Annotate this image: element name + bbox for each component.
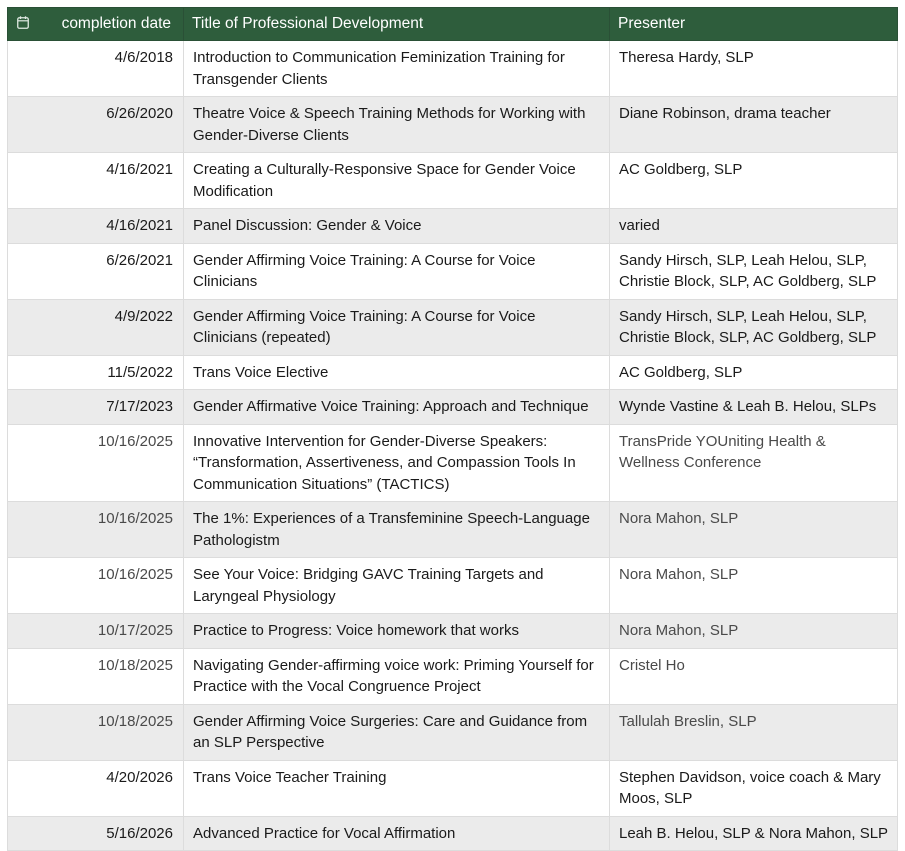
title-cell[interactable]: Innovative Intervention for Gender-Diverse Speakers: “Transformation, Assertiveness, and Compassion Tools In Communication Situations” (TACTICS): [184, 424, 610, 502]
presenter-cell[interactable]: Sandy Hirsch, SLP, Leah Helou, SLP, Christie Block, SLP, AC Goldberg, SLP: [610, 299, 898, 355]
title-cell[interactable]: Gender Affirming Voice Training: A Course for Voice Clinicians: [184, 243, 610, 299]
presenter-cell[interactable]: AC Goldberg, SLP: [610, 153, 898, 209]
title-cell[interactable]: The 1%: Experiences of a Transfeminine Speech-Language Pathologistm: [184, 502, 610, 558]
presenter-cell[interactable]: Diane Robinson, drama teacher: [610, 97, 898, 153]
presenter-cell[interactable]: varied: [610, 209, 898, 244]
title-cell[interactable]: Creating a Culturally-Responsive Space for Gender Voice Modification: [184, 153, 610, 209]
presenter-cell[interactable]: Leah B. Helou, SLP & Nora Mahon, SLP: [610, 816, 898, 851]
date-cell[interactable]: 4/16/2021: [8, 209, 184, 244]
presenter-cell[interactable]: AC Goldberg, SLP: [610, 355, 898, 390]
table-row: [8, 760, 898, 816]
date-cell[interactable]: 4/16/2021: [8, 153, 184, 209]
presenter-cell[interactable]: Tallulah Breslin, SLP: [610, 704, 898, 760]
table-row: [8, 97, 898, 153]
title-cell[interactable]: Advanced Practice for Vocal Affirmation: [184, 816, 610, 851]
table-row: [8, 704, 898, 760]
column-header-presenter[interactable]: [610, 8, 898, 41]
column-header-title[interactable]: [184, 8, 610, 41]
table-row: [8, 153, 898, 209]
date-cell[interactable]: 10/18/2025: [8, 648, 184, 704]
presenter-cell[interactable]: Nora Mahon, SLP: [610, 502, 898, 558]
date-cell[interactable]: 10/16/2025: [8, 558, 184, 614]
date-cell[interactable]: 4/9/2022: [8, 299, 184, 355]
table-row: [8, 355, 898, 390]
date-cell[interactable]: 6/26/2020: [8, 97, 184, 153]
table-row: [8, 41, 898, 97]
column-header-label: Title of Professional Development: [192, 15, 424, 32]
title-cell[interactable]: Theatre Voice & Speech Training Methods for Working with Gender-Diverse Clients: [184, 97, 610, 153]
date-cell[interactable]: 4/6/2018: [8, 41, 184, 97]
title-cell[interactable]: Panel Discussion: Gender & Voice: [184, 209, 610, 244]
date-cell[interactable]: 10/16/2025: [8, 424, 184, 502]
presenter-cell[interactable]: Nora Mahon, SLP: [610, 558, 898, 614]
presenter-cell[interactable]: Cristel Ho: [610, 648, 898, 704]
pd-table-container: [7, 7, 897, 851]
date-cell[interactable]: 10/17/2025: [8, 614, 184, 649]
presenter-cell[interactable]: Theresa Hardy, SLP: [610, 41, 898, 97]
table-row: [8, 502, 898, 558]
presenter-cell[interactable]: Nora Mahon, SLP: [610, 614, 898, 649]
date-cell[interactable]: 5/16/2026: [8, 816, 184, 851]
title-cell[interactable]: Navigating Gender-affirming voice work: Priming Yourself for Practice with the Vocal Congruence Project: [184, 648, 610, 704]
presenter-cell[interactable]: Wynde Vastine & Leah B. Helou, SLPs: [610, 390, 898, 425]
date-cell[interactable]: 6/26/2021: [8, 243, 184, 299]
title-cell[interactable]: Introduction to Communication Feminization Training for Transgender Clients: [184, 41, 610, 97]
table-row: [8, 424, 898, 502]
column-header-label: Presenter: [618, 15, 686, 32]
presenter-cell[interactable]: Stephen Davidson, voice coach & Mary Moos, SLP: [610, 760, 898, 816]
table-row: [8, 816, 898, 851]
table-row: [8, 243, 898, 299]
column-header-completion-date[interactable]: [8, 8, 184, 41]
date-cell[interactable]: 4/20/2026: [8, 760, 184, 816]
presenter-cell[interactable]: Sandy Hirsch, SLP, Leah Helou, SLP, Christie Block, SLP, AC Goldberg, SLP: [610, 243, 898, 299]
table-row: [8, 299, 898, 355]
title-cell[interactable]: Trans Voice Teacher Training: [184, 760, 610, 816]
title-cell[interactable]: See Your Voice: Bridging GAVC Training Targets and Laryngeal Physiology: [184, 558, 610, 614]
professional-development-table: [7, 7, 898, 851]
title-cell[interactable]: Trans Voice Elective: [184, 355, 610, 390]
date-cell[interactable]: 11/5/2022: [8, 355, 184, 390]
table-row: [8, 648, 898, 704]
table-row: [8, 614, 898, 649]
column-header-label: completion date: [61, 15, 171, 32]
title-cell[interactable]: Gender Affirming Voice Training: A Course for Voice Clinicians (repeated): [184, 299, 610, 355]
table-row: [8, 209, 898, 244]
date-cell[interactable]: 7/17/2023: [8, 390, 184, 425]
title-cell[interactable]: Gender Affirming Voice Surgeries: Care and Guidance from an SLP Perspective: [184, 704, 610, 760]
date-cell[interactable]: 10/16/2025: [8, 502, 184, 558]
date-cell[interactable]: 10/18/2025: [8, 704, 184, 760]
calendar-icon: [17, 16, 29, 29]
table-row: [8, 558, 898, 614]
table-header-row: [8, 8, 898, 41]
title-cell[interactable]: Practice to Progress: Voice homework that works: [184, 614, 610, 649]
table-row: [8, 390, 898, 425]
presenter-cell[interactable]: TransPride YOUniting Health & Wellness Conference: [610, 424, 898, 502]
title-cell[interactable]: Gender Affirmative Voice Training: Approach and Technique: [184, 390, 610, 425]
